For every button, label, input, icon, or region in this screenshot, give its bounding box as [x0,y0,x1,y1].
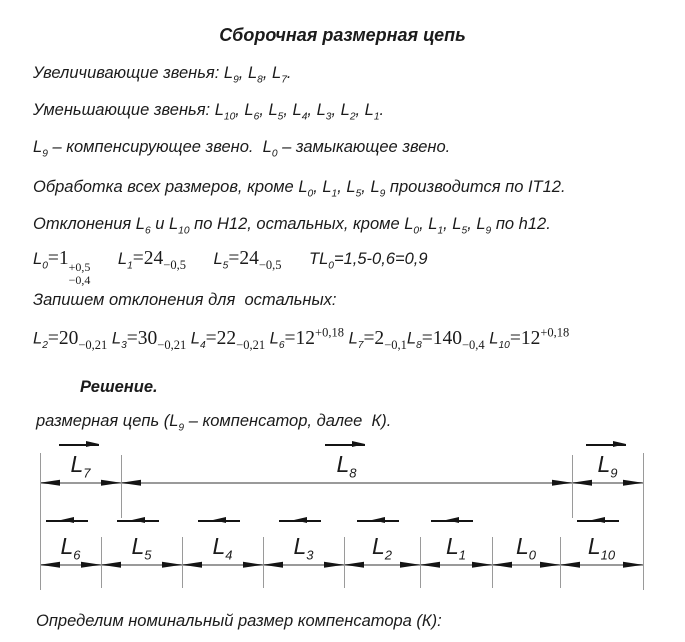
link-label [516,535,536,562]
link-label [60,535,80,562]
vector-arrow-line [325,444,365,446]
formula-base-links: $L_0=1$ +0,5 −0,4 $L_1=24_{-0,5}$ $L_5=24_{-0,5}$ $TL_0=1,5-0,6=0,9$ [33,248,428,287]
link-letter: L [131,533,145,559]
link-label [597,453,617,480]
dim-arrowhead-right [472,562,492,568]
link-subscript: 6 [73,547,81,563]
link-subscript: 4 [225,547,233,563]
outer-extension-line-right [643,453,644,590]
vector-arrowhead-left-icon [132,517,145,523]
link-label [372,535,392,562]
vector-arrow-line [59,444,99,446]
link-subscript: 10 [600,547,616,563]
extension-tick [182,537,183,588]
link-subscript: 2 [384,547,393,563]
dim-arrowhead-right [81,562,101,568]
dim-arrowhead-right [623,480,643,486]
extension-tick [263,537,264,588]
dim-arrowhead-left [344,562,364,568]
link-letter: L [445,533,459,559]
para-increasing-links: Увеличивающие звенья: $L_9$, $L_8$, $L_7$. [33,64,292,86]
link-letter: L [70,451,84,477]
vector-arrowhead-left-icon [61,517,74,523]
para-deviations-note: Отклонения $L_6$ и $L_{10}$ по H12, остальных, кроме $L_0$, $L_1$, $L_5$, $L_9$ по h12. [33,215,551,237]
vector-arrow-line [46,520,88,522]
para-link-roles: $L_9$ – компенсирующее звено. $L_0$ – замыкающее звено. [33,138,451,160]
link-label [131,535,151,562]
dim-arrowhead-left [40,480,60,486]
vector-arrowhead-left-icon [213,517,226,523]
extension-tick [560,537,561,588]
extension-tick [492,537,493,588]
link-label [446,535,466,562]
link-letter: L [293,533,307,559]
dim-arrowhead-left [263,562,283,568]
extension-tick [572,455,573,518]
dim-arrowhead-left [420,562,440,568]
dim-arrowhead-left [492,562,512,568]
para-chain-note: размерная цепь ($L_9$ – компенсатор, далее К). [36,412,392,434]
extension-tick [121,455,122,518]
link-letter: L [371,533,385,559]
para-write-deviations: Запишем отклонения для остальных: [33,291,337,309]
dim-arrowhead-left [572,480,592,486]
heading-solution: Решение. [80,378,158,396]
link-subscript: 9 [610,465,618,481]
formula-other-links: $L_2=20_{-0,21}$ $L_3=30_{-0,21}$ $L_4=22_{-0,21}$ $L_6=12^{+0,18}$ $L_7=2_{-0,1}L_8=140_{-0,4}$ $L_{10}=12^{+0,18}$ [33,325,570,352]
vector-arrowhead-right-icon [86,441,99,447]
link-subscript: 7 [83,465,91,481]
vector-arrowhead-left-icon [592,517,605,523]
dim-arrowhead-left [182,562,202,568]
dimension-line [40,482,643,483]
link-label [336,453,356,480]
dim-arrowhead-right [623,562,643,568]
link-letter: L [336,451,350,477]
extension-tick [344,537,345,588]
vector-arrow-line [431,520,473,522]
link-subscript: 0 [528,547,537,563]
link-letter: L [515,533,529,559]
vector-arrow-line [117,520,159,522]
link-letter: L [587,533,601,559]
dim-arrowhead-left [121,480,141,486]
stacked-tolerance: +0,5 −0,4 [68,260,91,287]
dim-arrowhead-right [243,562,263,568]
link-subscript: 1 [458,547,467,563]
para-decreasing-links: Уменьшающие звенья: $L_{10}$, $L_6$, $L_5$, $L_4$, $L_3$, $L_2$, $L_1$. [33,101,385,123]
vector-arrow-line [586,444,626,446]
link-letter: L [597,451,611,477]
extension-tick [420,537,421,588]
dim-arrowhead-right [101,480,121,486]
dim-arrowhead-right [324,562,344,568]
dim-arrowhead-right [162,562,182,568]
link-subscript: 5 [144,547,152,563]
vector-arrowhead-right-icon [613,441,626,447]
link-letter: L [212,533,226,559]
extension-tick [101,537,102,588]
link-subscript: 8 [349,465,357,481]
vector-arrowhead-right-icon [352,441,365,447]
link-label [212,535,232,562]
doc-title: Сборочная размерная цепь [219,25,466,45]
vector-arrow-line [577,520,619,522]
para-determine-compensator: Определим номинальный размер компенсатора (К): [36,612,442,630]
dim-arrowhead-left [101,562,121,568]
vector-arrow-line [357,520,399,522]
dim-arrowhead-right [540,562,560,568]
link-label [588,535,615,562]
vector-arrow-line [198,520,240,522]
link-label [293,535,313,562]
dim-arrowhead-right [552,480,572,486]
vector-arrow-line [279,520,321,522]
dim-arrowhead-left [40,562,60,568]
para-processing-note: Обработка всех размеров, кроме $L_0$, $L_1$, $L_5$, $L_9$ производится по IT12. [33,178,566,200]
vector-arrowhead-left-icon [446,517,459,523]
outer-extension-line-left [40,453,41,590]
dim-arrowhead-right [400,562,420,568]
dim-arrowhead-left [560,562,580,568]
link-label [70,453,90,480]
link-subscript: 3 [306,547,314,563]
vector-arrowhead-left-icon [294,517,307,523]
link-letter: L [60,533,74,559]
vector-arrowhead-left-icon [372,517,385,523]
dimension-line [40,564,643,565]
